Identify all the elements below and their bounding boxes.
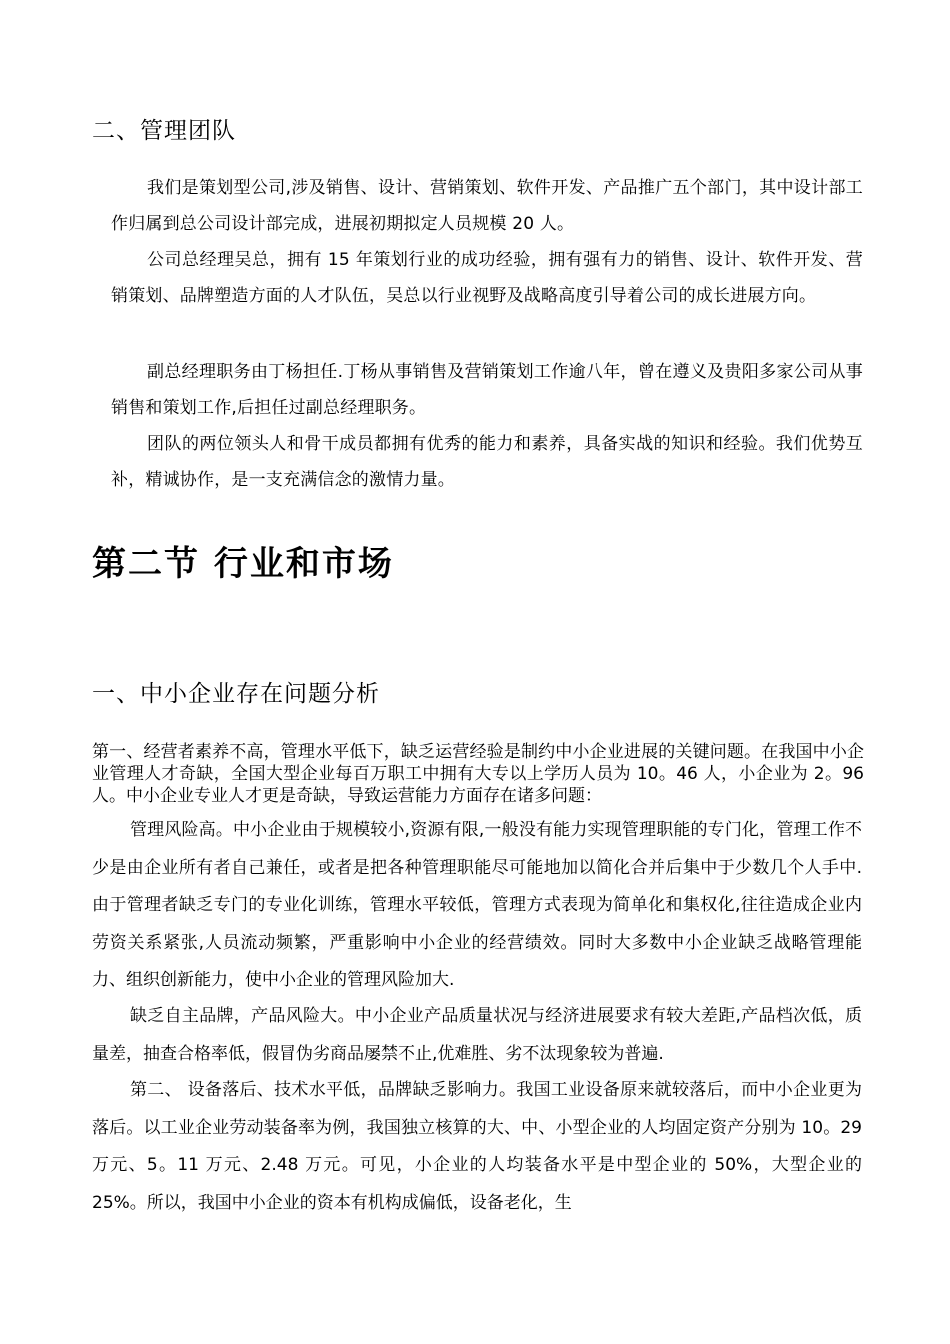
paragraph-deputy-manager: 副总经理职务由丁杨担任.丁杨从事销售及营销策划工作逾八年，曾在遵义及贵阳多家公司从事销售和策划工作,后担任过副总经理职务。 — [111, 362, 863, 418]
chapter-heading: 第二节 行业和市场 — [92, 544, 394, 584]
section-heading-management: 二、管理团队 — [92, 118, 236, 144]
paragraph-management-risk: 管理风险高。中小企业由于规模较小,资源有限,一般没有能力实现管理职能的专门化，管理工作不少是由企业所有者自己兼任，或者是把各种管理职能尽可能地加以简化合并后集中于少数几个人手中.由于管理者缺乏专门的专业化训练，管理水平较低，管理方式表现为简单化和集权化,往往造成企业内劳资关系紧张,人员流动频繁，严重影响中小企业的经营绩效。同时大多数中小企业缺乏战略管理能力、组织创新能力，使中小企业的管理风险加大. — [92, 820, 862, 990]
paragraph-company-structure: 我们是策划型公司,涉及销售、设计、营销策划、软件开发、产品推广五个部门，其中设计部工作归属到总公司设计部完成，进展初期拟定人员规模 20 人。 — [111, 178, 863, 234]
paragraph-team-summary: 团队的两位领头人和骨干成员都拥有优秀的能力和素养，具备实战的知识和经验。我们优势互补，精诚协作，是一支充满信念的激情力量。 — [111, 434, 863, 490]
paragraph-brand-risk: 缺乏自主品牌，产品风险大。中小企业产品质量状况与经济进展要求有较大差距,产品档次低，质量差，抽查合格率低，假冒伪劣商品屡禁不止,优难胜、劣不汰现象较为普遍. — [92, 1006, 862, 1064]
paragraph-general-manager: 公司总经理吴总，拥有 15 年策划行业的成功经验，拥有强有力的销售、设计、软件开发、营销策划、品牌塑造方面的人才队伍，吴总以行业视野及战略高度引导着公司的成长进展方向。 — [111, 250, 863, 306]
section-heading-problems: 一、中小企业存在问题分析 — [92, 681, 380, 707]
paragraph-intro-problems: 第一、经营者素养不高，管理水平低下，缺乏运营经验是制约中小企业进展的关键问题。在我国中小企业管理人才奇缺，全国大型企业每百万职工中拥有大专以上学历人员为 10。46 人，小企业为 2。96 人。中小企业专业人才更是奇缺，导致运营能力方面存在诸多问题： — [92, 742, 864, 806]
paragraph-equipment: 第二、 设备落后、技术水平低，品牌缺乏影响力。我国工业设备原来就较落后，而中小企业更为落后。以工业企业劳动装备率为例，我国独立核算的大、中、小型企业的人均固定资产分别为 10。29 万元、5。11 万元、2.48 万元。可见，小企业的人均装备水平是中型企业的 50%，大型企业的 25%。所以，我国中小企业的资本有机构成偏低，设备老化，生 — [92, 1080, 862, 1213]
